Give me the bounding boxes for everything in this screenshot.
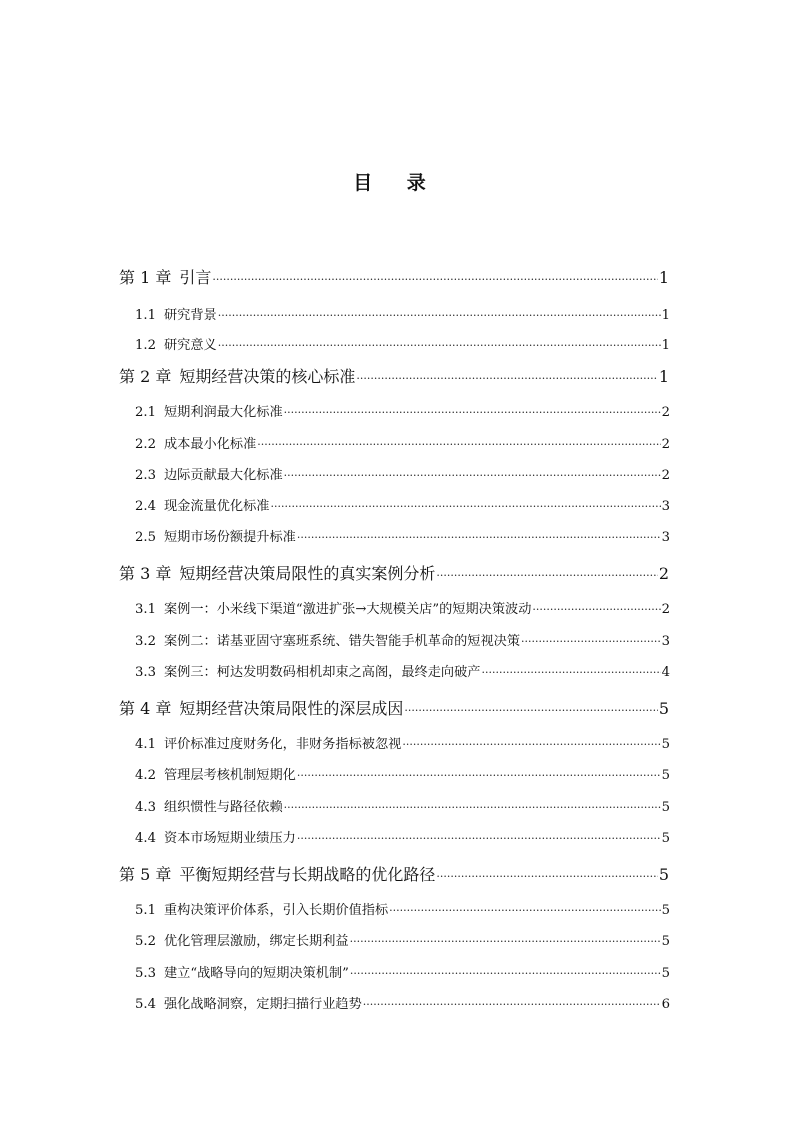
entry-number: 4.2 xyxy=(135,768,156,783)
toc-entry-3-2[interactable] xyxy=(135,630,670,649)
entry-page: 5 xyxy=(661,768,670,783)
entry-page: 5 xyxy=(661,934,670,949)
entry-title: 短期经营决策的核心标准 xyxy=(179,367,356,386)
toc-entry-1-2[interactable] xyxy=(135,334,670,353)
dot-leader xyxy=(436,870,657,883)
entry-number: 5.3 xyxy=(135,966,156,981)
entry-page: 3 xyxy=(661,499,670,514)
entry-title: 重构决策评价体系，引入长期价值指标 xyxy=(163,903,389,918)
entry-number: 3.1 xyxy=(135,602,156,617)
entry-title: 平衡短期经营与长期战略的优化路径 xyxy=(179,865,436,884)
entry-page: 5 xyxy=(661,903,670,918)
entry-page: 1 xyxy=(658,268,669,287)
toc-entry-5-1[interactable] xyxy=(135,899,670,918)
dot-leader xyxy=(284,469,661,482)
entry-title: 研究意义 xyxy=(163,338,217,353)
entry-title: 评价标准过度财务化，非财务指标被忽视 xyxy=(163,737,402,752)
entry-page: 1 xyxy=(661,338,670,353)
entry-number: 第 3 章 xyxy=(119,564,172,583)
toc-entry-chapter-5[interactable] xyxy=(119,862,669,885)
dot-leader xyxy=(350,967,661,980)
entry-page: 4 xyxy=(661,665,670,680)
entry-number: 第 4 章 xyxy=(119,699,172,718)
entry-page: 2 xyxy=(661,437,670,452)
toc-entry-3-3[interactable] xyxy=(135,661,670,680)
entry-number: 4.3 xyxy=(135,800,156,815)
entry-page: 5 xyxy=(661,966,670,981)
entry-number: 2.2 xyxy=(135,437,156,452)
toc-entry-chapter-3[interactable] xyxy=(119,561,669,584)
entry-number: 3.2 xyxy=(135,634,156,649)
entry-page: 1 xyxy=(658,367,669,386)
entry-title: 边际贡献最大化标准 xyxy=(163,468,283,483)
dot-leader xyxy=(270,500,660,513)
dot-leader xyxy=(218,309,661,322)
entry-number: 5.2 xyxy=(135,934,156,949)
entry-title: 管理层考核机制短期化 xyxy=(163,768,296,783)
entry-number: 1.2 xyxy=(135,338,156,353)
entry-page: 1 xyxy=(661,308,670,323)
entry-number: 4.1 xyxy=(135,737,156,752)
toc-entry-4-1[interactable] xyxy=(135,733,670,752)
entry-number: 3.3 xyxy=(135,665,156,680)
toc-entry-3-1[interactable] xyxy=(135,598,670,617)
entry-number: 5.4 xyxy=(135,997,156,1012)
toc-entry-5-4[interactable] xyxy=(135,993,670,1012)
entry-title: 资本市场短期业绩压力 xyxy=(163,831,296,846)
dot-leader xyxy=(284,406,661,419)
dot-leader xyxy=(218,339,661,352)
entry-number: 2.4 xyxy=(135,499,156,514)
dot-leader xyxy=(363,998,661,1011)
dot-leader xyxy=(297,769,661,782)
toc-entry-5-2[interactable] xyxy=(135,930,670,949)
entry-title: 案例二：诺基亚固守塞班系统、错失智能手机革命的短视决策 xyxy=(163,634,521,649)
dot-leader xyxy=(212,273,657,286)
toc-entry-4-3[interactable] xyxy=(135,796,670,815)
dot-leader xyxy=(297,832,661,845)
dot-leader xyxy=(257,438,660,451)
entry-page: 3 xyxy=(661,530,670,545)
entry-page: 5 xyxy=(661,831,670,846)
entry-number: 4.4 xyxy=(135,831,156,846)
entry-title: 案例一：小米线下渠道“激进扩张→大规模关店”的短期决策波动 xyxy=(163,602,532,617)
entry-page: 6 xyxy=(661,997,670,1012)
entry-page: 3 xyxy=(661,634,670,649)
dot-leader xyxy=(389,904,660,917)
entry-title: 短期经营决策局限性的真实案例分析 xyxy=(179,564,436,583)
entry-page: 5 xyxy=(658,865,669,884)
toc-entry-4-2[interactable] xyxy=(135,764,670,783)
dot-leader xyxy=(356,372,657,385)
entry-title: 引言 xyxy=(179,268,212,287)
toc-entry-2-2[interactable] xyxy=(135,433,670,452)
toc-entry-4-4[interactable] xyxy=(135,827,670,846)
toc-entry-1-1[interactable] xyxy=(135,304,670,323)
entry-title: 短期利润最大化标准 xyxy=(163,405,283,420)
entry-number: 第 5 章 xyxy=(119,865,172,884)
entry-page: 5 xyxy=(661,737,670,752)
entry-title: 组织惯性与路径依赖 xyxy=(163,800,283,815)
entry-title: 短期经营决策局限性的深层成因 xyxy=(179,699,404,718)
entry-number: 2.1 xyxy=(135,405,156,420)
entry-page: 2 xyxy=(661,468,670,483)
entry-page: 2 xyxy=(661,405,670,420)
toc-entry-chapter-1[interactable] xyxy=(119,265,669,288)
entry-number: 第 2 章 xyxy=(119,367,172,386)
dot-leader xyxy=(297,531,661,544)
entry-title: 案例三：柯达发明数码相机却束之高阁，最终走向破产 xyxy=(163,665,481,680)
dot-leader xyxy=(481,666,660,679)
entry-number: 2.3 xyxy=(135,468,156,483)
dot-leader xyxy=(404,704,657,717)
dot-leader xyxy=(402,738,660,751)
entry-page: 2 xyxy=(661,602,670,617)
entry-page: 5 xyxy=(661,800,670,815)
dot-leader xyxy=(532,603,660,616)
toc-entry-2-3[interactable] xyxy=(135,464,670,483)
entry-number: 1.1 xyxy=(135,308,156,323)
dot-leader xyxy=(284,801,661,814)
entry-page: 2 xyxy=(658,564,669,583)
entry-title: 优化管理层激励，绑定长期利益 xyxy=(163,934,349,949)
entry-title: 强化战略洞察，定期扫描行业趋势 xyxy=(163,997,362,1012)
entry-number: 第 1 章 xyxy=(119,268,172,287)
entry-title: 研究背景 xyxy=(163,308,217,323)
dot-leader xyxy=(521,635,661,648)
dot-leader xyxy=(350,935,661,948)
entry-title: 短期市场份额提升标准 xyxy=(163,530,296,545)
entry-title: 现金流量优化标准 xyxy=(163,499,270,514)
entry-title: 建立“战略导向的短期决策机制” xyxy=(163,966,349,981)
entry-number: 2.5 xyxy=(135,530,156,545)
toc-entry-chapter-2[interactable] xyxy=(119,364,669,387)
entry-title: 成本最小化标准 xyxy=(163,437,257,452)
toc-entry-chapter-4[interactable] xyxy=(119,696,669,719)
dot-leader xyxy=(436,569,657,582)
entry-number: 5.1 xyxy=(135,903,156,918)
toc-entry-2-1[interactable] xyxy=(135,401,670,420)
toc-entry-2-4[interactable] xyxy=(135,495,670,514)
toc-entry-2-5[interactable] xyxy=(135,526,670,545)
toc-entry-5-3[interactable] xyxy=(135,962,670,981)
entry-page: 5 xyxy=(658,699,669,718)
toc-title: 目 录 xyxy=(353,172,440,194)
